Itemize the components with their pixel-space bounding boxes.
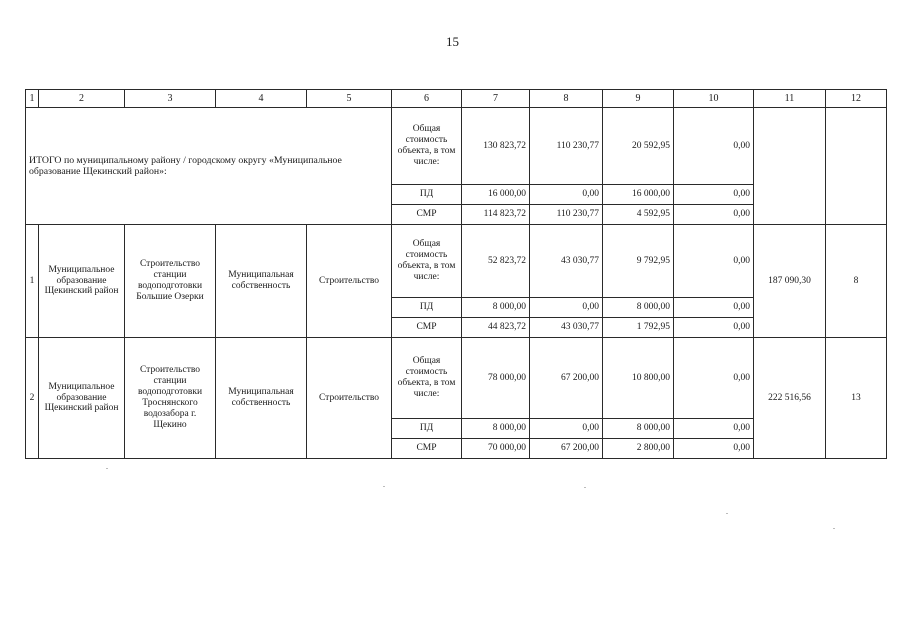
pd-label: ПД bbox=[392, 298, 462, 318]
cell-c7: 78 000,00 bbox=[462, 338, 530, 419]
investment-table bbox=[25, 89, 887, 459]
col-header: 6 bbox=[392, 90, 462, 108]
work-type-cell: Строительство bbox=[307, 338, 392, 459]
scan-speck bbox=[833, 528, 835, 529]
scan-speck bbox=[726, 513, 728, 514]
col-header: 4 bbox=[216, 90, 307, 108]
col-header: 2 bbox=[39, 90, 125, 108]
cell-c7: 70 000,00 bbox=[462, 439, 530, 459]
cell-c10: 0,00 bbox=[674, 338, 754, 419]
cell-c8: 0,00 bbox=[530, 298, 603, 318]
total-cost-label: Общая стоимость объекта, в том числе: bbox=[392, 108, 462, 185]
ownership-cell: Муниципальная собственность bbox=[216, 338, 307, 459]
ownership-cell: Муниципальная собственность bbox=[216, 225, 307, 338]
cell-c8: 0,00 bbox=[530, 185, 603, 205]
cell-c8: 43 030,77 bbox=[530, 318, 603, 338]
itogo-row bbox=[26, 108, 887, 185]
cell-c9: 10 800,00 bbox=[603, 338, 674, 419]
col-header: 11 bbox=[754, 90, 826, 108]
cell-c10: 0,00 bbox=[674, 439, 754, 459]
cell-c8: 67 200,00 bbox=[530, 439, 603, 459]
col-header: 7 bbox=[462, 90, 530, 108]
col-header: 3 bbox=[125, 90, 216, 108]
cell-c7: 114 823,72 bbox=[462, 205, 530, 225]
cell-c7: 8 000,00 bbox=[462, 419, 530, 439]
scan-speck bbox=[584, 487, 586, 488]
cell-c8: 67 200,00 bbox=[530, 338, 603, 419]
total-cost-label: Общая стоимость объекта, в том числе: bbox=[392, 225, 462, 298]
cell-c8: 110 230,77 bbox=[530, 205, 603, 225]
cell-c9: 4 592,95 bbox=[603, 205, 674, 225]
cell-c7: 52 823,72 bbox=[462, 225, 530, 298]
col-header: 1 bbox=[26, 90, 39, 108]
pd-label: ПД bbox=[392, 185, 462, 205]
owner-cell: Муниципальное образование Щекинский район bbox=[39, 338, 125, 459]
cell-c7: 44 823,72 bbox=[462, 318, 530, 338]
cell-c12 bbox=[826, 108, 887, 225]
col-header: 12 bbox=[826, 90, 887, 108]
pd-label: ПД bbox=[392, 419, 462, 439]
cell-c9: 20 592,95 bbox=[603, 108, 674, 185]
cell-c10: 0,00 bbox=[674, 318, 754, 338]
scan-speck bbox=[106, 468, 108, 469]
col-header: 9 bbox=[603, 90, 674, 108]
col-header: 8 bbox=[530, 90, 603, 108]
cell-c7: 8 000,00 bbox=[462, 298, 530, 318]
page-number: 15 bbox=[446, 34, 459, 49]
cell-c11 bbox=[754, 108, 826, 225]
cell-c9: 1 792,95 bbox=[603, 318, 674, 338]
itogo-label: ИТОГО по муниципальному району / городскому округу «Муниципальное образование Щекинский район»: bbox=[26, 108, 392, 225]
column-number-row bbox=[26, 90, 887, 108]
cell-c10: 0,00 bbox=[674, 185, 754, 205]
object-row bbox=[26, 225, 887, 298]
cell-c10: 0,00 bbox=[674, 108, 754, 185]
cell-c9: 16 000,00 bbox=[603, 185, 674, 205]
cell-c9: 8 000,00 bbox=[603, 298, 674, 318]
cell-c9: 9 792,95 bbox=[603, 225, 674, 298]
cell-c8: 0,00 bbox=[530, 419, 603, 439]
cell-c12: 13 bbox=[826, 338, 887, 459]
cell-c12: 8 bbox=[826, 225, 887, 338]
object-cell: Строительство станции водоподготовки Троснянского водозабора г. Щекино bbox=[125, 338, 216, 459]
object-row bbox=[26, 338, 887, 419]
cell-c8: 110 230,77 bbox=[530, 108, 603, 185]
object-cell: Строительство станции водоподготовки Большие Озерки bbox=[125, 225, 216, 338]
cell-c7: 130 823,72 bbox=[462, 108, 530, 185]
row-number: 1 bbox=[26, 225, 39, 338]
col-header: 5 bbox=[307, 90, 392, 108]
cell-c8: 43 030,77 bbox=[530, 225, 603, 298]
total-cost-label: Общая стоимость объекта, в том числе: bbox=[392, 338, 462, 419]
cell-c7: 16 000,00 bbox=[462, 185, 530, 205]
owner-cell: Муниципальное образование Щекинский район bbox=[39, 225, 125, 338]
cell-c11: 187 090,30 bbox=[754, 225, 826, 338]
smr-label: СМР bbox=[392, 318, 462, 338]
cell-c10: 0,00 bbox=[674, 419, 754, 439]
scan-speck bbox=[383, 486, 385, 487]
col-header: 10 bbox=[674, 90, 754, 108]
cell-c9: 8 000,00 bbox=[603, 419, 674, 439]
smr-label: СМР bbox=[392, 205, 462, 225]
cell-c11: 222 516,56 bbox=[754, 338, 826, 459]
cell-c9: 2 800,00 bbox=[603, 439, 674, 459]
cell-c10: 0,00 bbox=[674, 225, 754, 298]
work-type-cell: Строительство bbox=[307, 225, 392, 338]
row-number: 2 bbox=[26, 338, 39, 459]
cell-c10: 0,00 bbox=[674, 298, 754, 318]
cell-c10: 0,00 bbox=[674, 205, 754, 225]
smr-label: СМР bbox=[392, 439, 462, 459]
